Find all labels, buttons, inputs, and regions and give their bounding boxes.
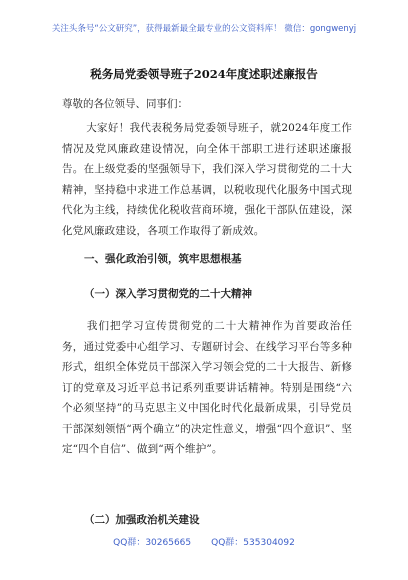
document-title: 税务局党委领导班子2024年度述职述廉报告 (90, 67, 318, 81)
intro-paragraph (62, 118, 352, 241)
footer-qq-group-2: QQ群：535304092 (211, 538, 295, 548)
footer-contacts (0, 535, 408, 548)
intro-text: 大家好！我代表税务局党委领导班子，就2024年度工作情况及党风廉政建设情况，向全体干部职工进行述职述廉报告。在上级党委的坚强领导下，我们深入学习贯彻党的二十大精神，坚持稳中求进工作总基调，以税收现代化服务中国式现代化为主线，持续优化税收营商环境，强化干部队伍建设，深化党风廉政建设，各项工作取得了新成效。 (62, 122, 352, 237)
subsection-1-paragraph (62, 316, 352, 460)
salutation: 尊敬的各位领导、同事们： (62, 98, 188, 110)
subsection-heading-1: （一）深入学习贯彻党的二十大精神 (84, 288, 252, 300)
subsection-heading-2: （二）加强政治机关建设 (84, 514, 200, 526)
section-heading-1: 一、强化政治引领，筑牢思想根基 (84, 253, 242, 265)
header-notice: 关注头条号“公文研究”，获得最新最全最专业的公文资料库！ 微信：gongwenyj (51, 24, 357, 34)
subsection-1-text: 我们把学习宣传贯彻党的二十大精神作为首要政治任务，通过党委中心组学习、专题研讨会、在线学习平台等多种形式，组织全体党员干部深入学习领会党的二十大报告、新修订的党章及习近平总书记系列重要讲话精神。特别是围绕“六个必须坚持”的马克思主义中国化时代化最新成果，引导党员干部深刻领悟“两个确立”的决定性意义，增强“四个意识”、坚定“四个自信”、做到“两个维护”。 (62, 320, 352, 455)
footer-qq-group-1: QQ群：30265665 (113, 538, 192, 548)
